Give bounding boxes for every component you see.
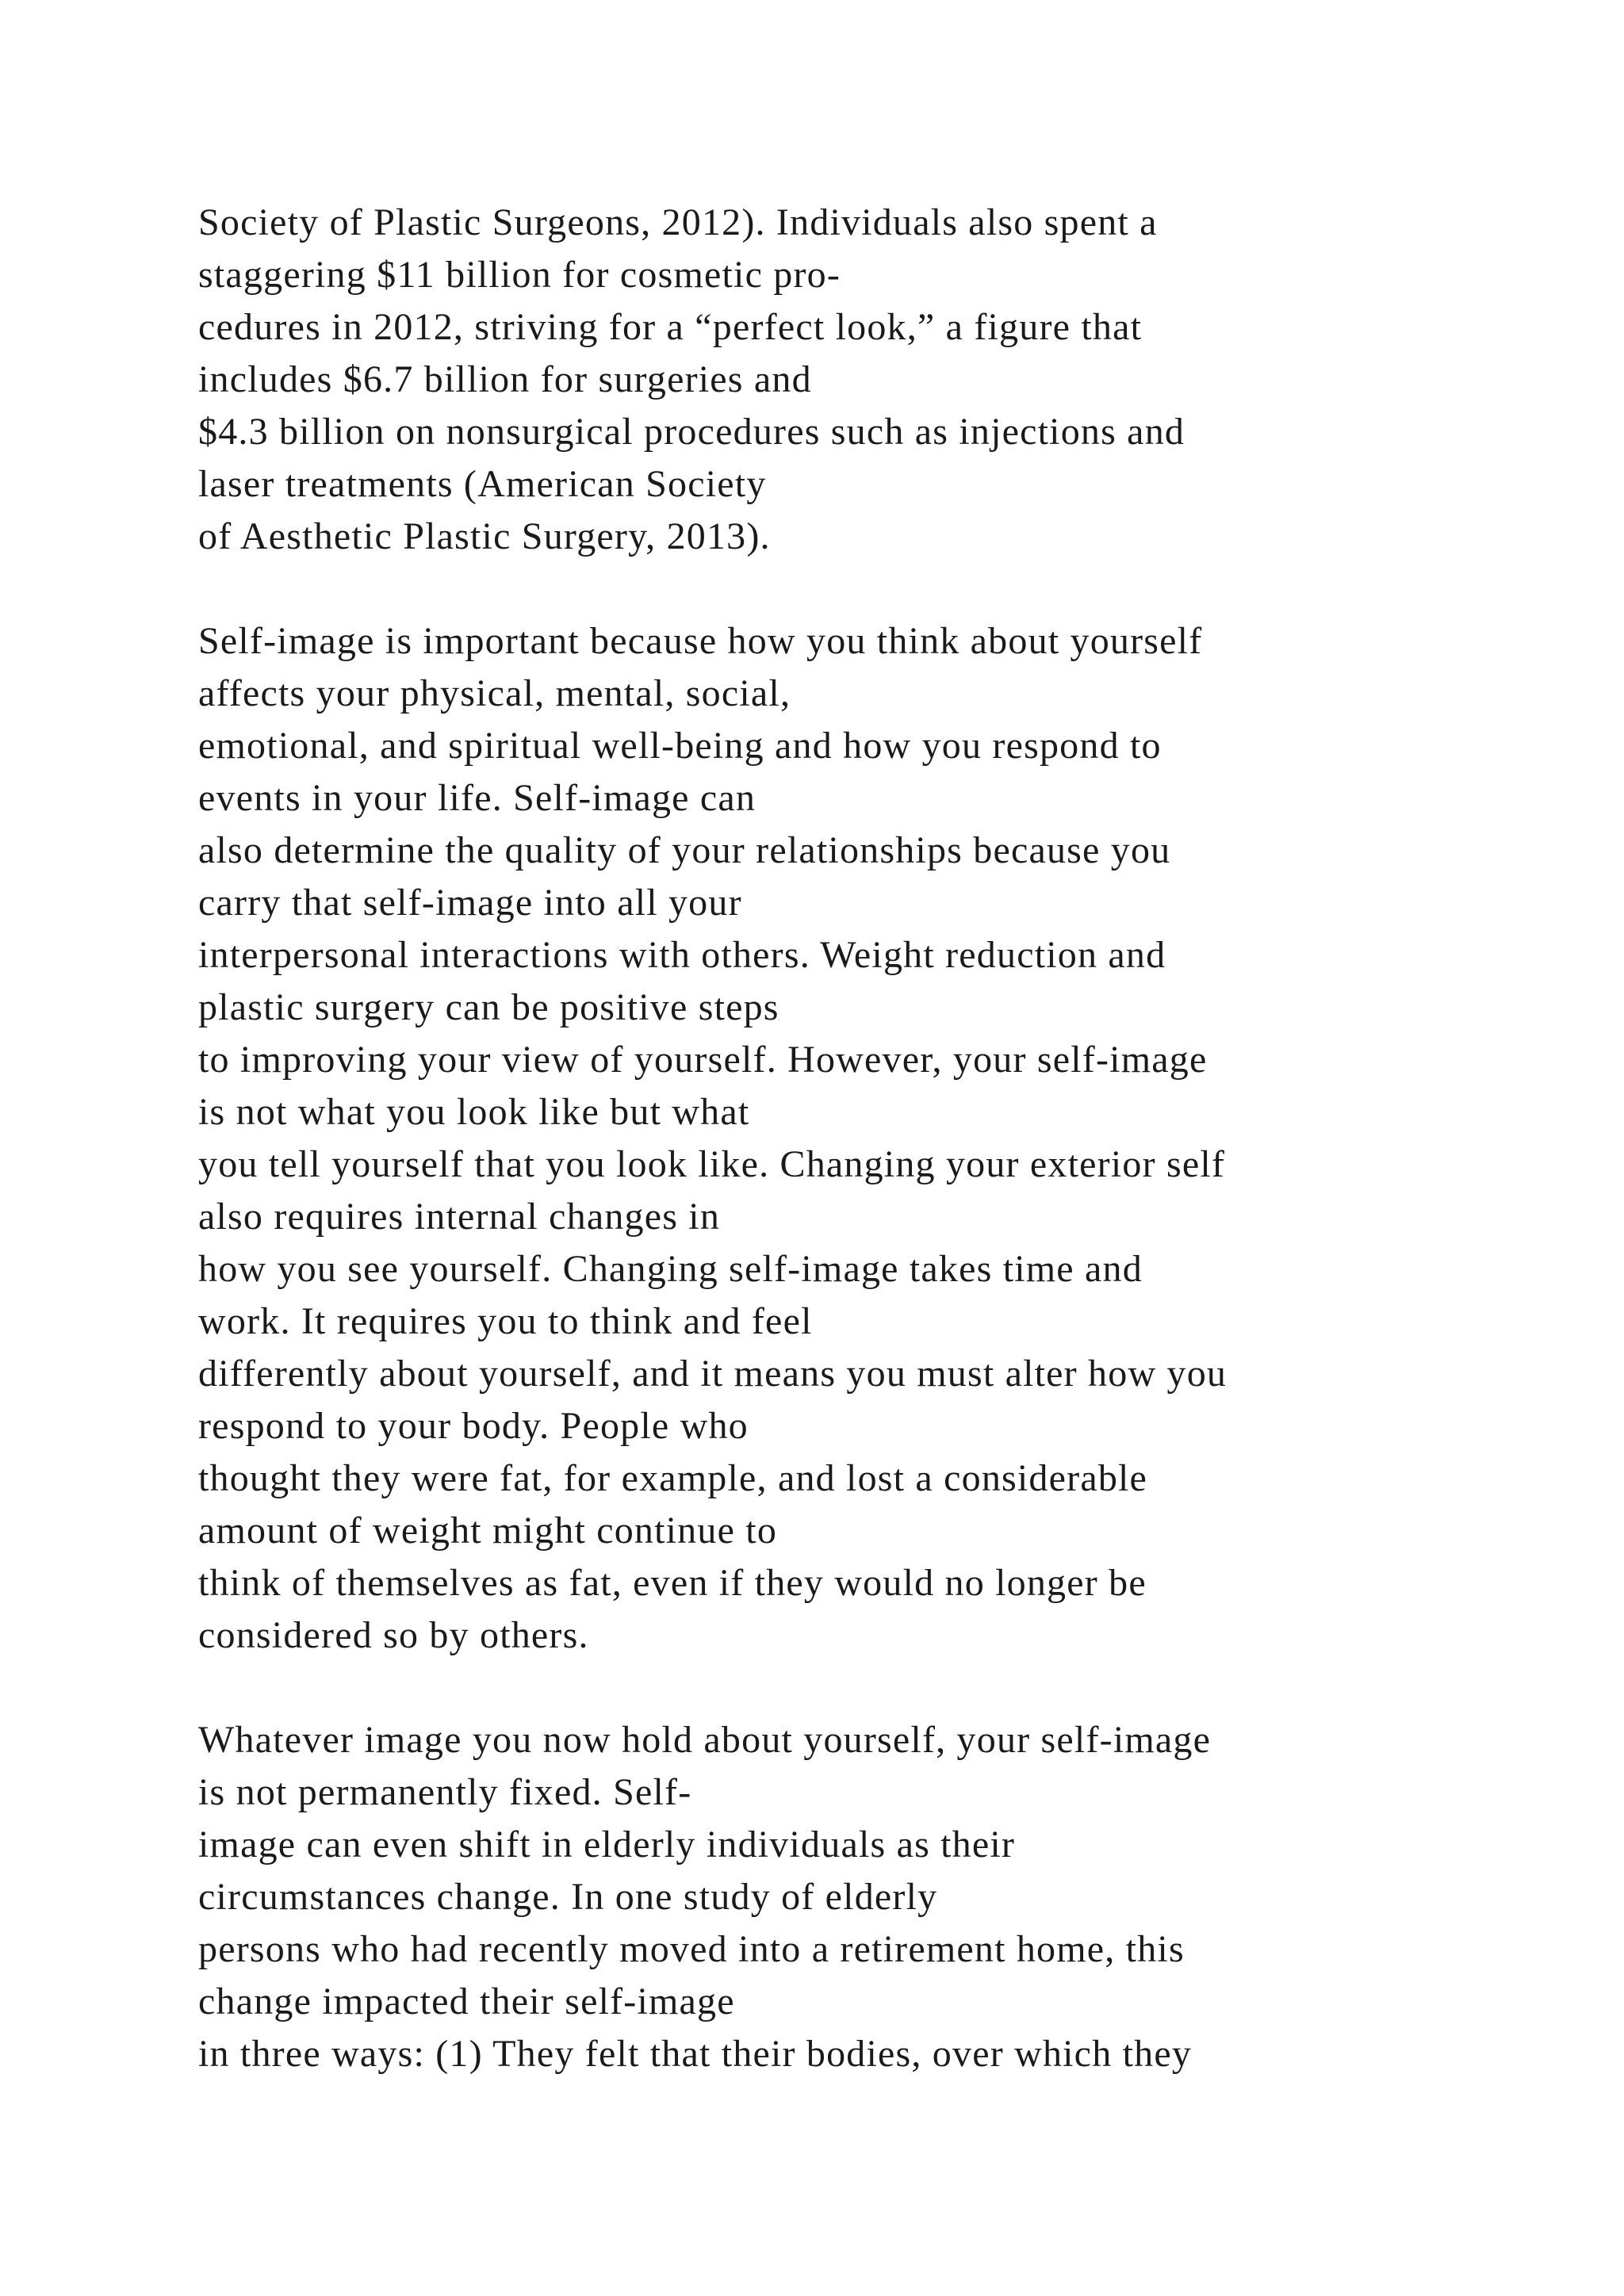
text-line: Whatever image you now hold about yourself, your self-image — [198, 1719, 1212, 1761]
text-line: change impacted their self-image — [198, 1980, 735, 2022]
text-line: is not what you look like but what — [198, 1091, 750, 1133]
text-line: also determine the quality of your relationships because you — [198, 829, 1171, 871]
text-line: thought they were fat, for example, and lost a considerable — [198, 1457, 1148, 1499]
text-line: how you see yourself. Changing self-image takes time and — [198, 1248, 1143, 1290]
text-line: amount of weight might continue to — [198, 1510, 778, 1552]
text-line: image can even shift in elderly individuals as their — [198, 1823, 1016, 1866]
text-line: also requires internal changes in — [198, 1196, 721, 1238]
text-line: carry that self-image into all your — [198, 882, 742, 924]
text-line: in three ways: (1) They felt that their bodies, over which they — [198, 2033, 1193, 2075]
text-line: you tell yourself that you look like. Changing your exterior self — [198, 1143, 1226, 1185]
text-line: affects your physical, mental, social, — [198, 672, 791, 714]
paragraph-3 — [198, 1714, 1499, 2080]
text-line: is not permanently fixed. Self- — [198, 1771, 692, 1813]
text-line: Self-image is important because how you think about yourself — [198, 620, 1203, 662]
text-line: think of themselves as fat, even if they would no longer be — [198, 1562, 1147, 1604]
text-line: work. It requires you to think and feel — [198, 1300, 813, 1342]
paragraph-1 — [198, 197, 1499, 563]
document-body — [198, 197, 1499, 2080]
text-line: of Aesthetic Plastic Surgery, 2013). — [198, 515, 771, 557]
text-line: emotional, and spiritual well-being and how you respond to — [198, 725, 1162, 767]
text-line: includes $6.7 billion for surgeries and — [198, 358, 812, 400]
text-line: events in your life. Self-image can — [198, 777, 756, 819]
text-line: differently about yourself, and it means you must alter how you — [198, 1353, 1228, 1395]
text-line: staggering $11 billion for cosmetic pro- — [198, 254, 841, 296]
text-line: circumstances change. In one study of elderly — [198, 1876, 938, 1918]
text-line: respond to your body. People who — [198, 1405, 749, 1447]
text-line: laser treatments (American Society — [198, 463, 767, 505]
paragraph-2 — [198, 615, 1499, 1662]
text-line: plastic surgery can be positive steps — [198, 986, 779, 1028]
text-line: Society of Plastic Surgeons, 2012). Individuals also spent a — [198, 201, 1158, 243]
text-line: persons who had recently moved into a retirement home, this — [198, 1928, 1185, 1970]
text-line: to improving your view of yourself. However, your self-image — [198, 1039, 1208, 1081]
text-line: considered so by others. — [198, 1614, 589, 1656]
text-line: $4.3 billion on nonsurgical procedures such as injections and — [198, 411, 1185, 453]
paragraph-gap — [198, 1662, 1499, 1714]
text-line: interpersonal interactions with others. Weight reduction and — [198, 934, 1166, 976]
text-line: cedures in 2012, striving for a “perfect look,” a figure that — [198, 306, 1143, 348]
paragraph-gap — [198, 563, 1499, 615]
